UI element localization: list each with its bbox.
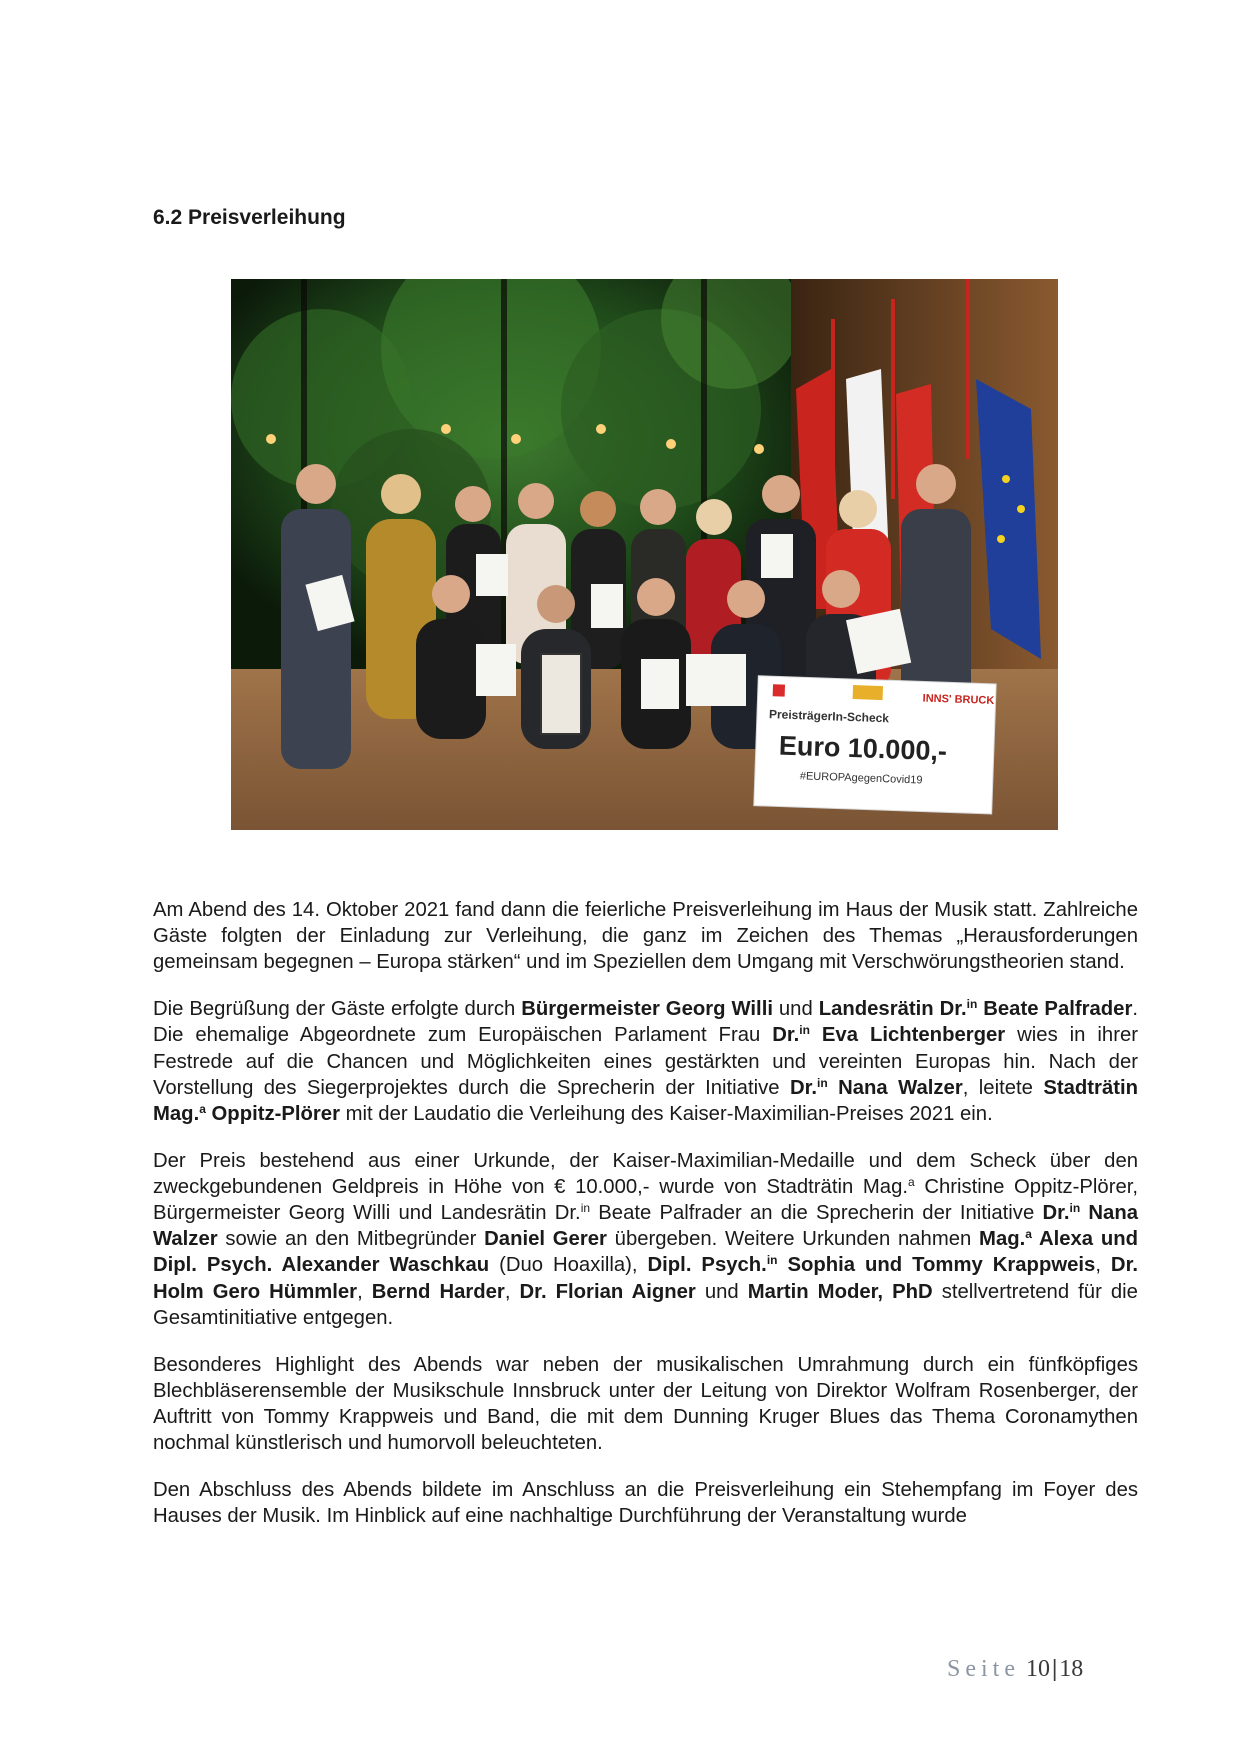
p3-bold: Dr. Holm Gero Hümmler [153, 1254, 1138, 1303]
body-text [153, 897, 1138, 1550]
p2-bold [772, 1024, 1005, 1046]
p3-text: Beate Palfrader an die Sprecherin der Initiative [590, 1202, 1043, 1225]
p3-text: , [357, 1280, 372, 1303]
p2-bold-part: Nana Walzer [827, 1076, 963, 1099]
paragraph-5: Den Abschluss des Abends bildete im Anschluss an die Preisverleihung ein Stehempfang im Foyer des Hauses der Musik. Im Hinblick auf eine nachhaltige Durchführung der Veranstaltung wurde [153, 1478, 1138, 1528]
p2-bold-part: Dr. [789, 1076, 817, 1099]
p2-sup: in [817, 1075, 828, 1090]
p2-bold-part: Landesrätin Dr. [818, 998, 967, 1021]
p3-bold [648, 1254, 1096, 1276]
p3-text: , [504, 1280, 520, 1303]
p3-bold-part: Nana Walzer [153, 1202, 1138, 1251]
page-separator: | [1052, 1656, 1058, 1682]
p3-sup: in [1069, 1201, 1081, 1216]
p3-text: und [695, 1280, 748, 1303]
p3-bold: Dr. Florian Aigner [519, 1280, 696, 1303]
p2-bold: Bürgermeister Georg Willi [521, 998, 773, 1021]
p3-text: Christine Oppitz-Plörer, Bürgermeister Georg Willi und Landesrätin Dr. [153, 1175, 1139, 1225]
p3-bold-part: Dipl. Psych. [647, 1254, 767, 1277]
p3-text: übergeben. Weitere Urkunden nahmen [606, 1228, 980, 1251]
p3-sup: in [580, 1201, 591, 1216]
p3-bold: Bernd Harder [371, 1280, 505, 1303]
p3-bold: Martin Moder, PhD [747, 1280, 933, 1303]
paragraph-1: Am Abend des 14. Oktober 2021 fand dann die feierliche Preisverleihung im Haus der Musik statt. Zahlreiche Gäste folgten der Einladung zur Verleihung, die ganz im Zeichen des Themas „Herausforderungen gemeinsam begegnen – Europa stärken“ und im Speziellen dem Umgang mit Verschwörungstheorien stand. [153, 899, 1138, 974]
p2-text: mit der Laudatio die Verleihung des Kaiser-Maximilian-Preises 2021 ein. [339, 1102, 993, 1125]
p3-sup: a [908, 1174, 915, 1189]
page-number [947, 1656, 1083, 1683]
p2-bold-part: Stadträtin Mag. [153, 1076, 1138, 1125]
cheque-logo: INNS' BRUCK [922, 692, 995, 707]
p3-sup: a [1025, 1227, 1032, 1242]
p2-sup: in [799, 1023, 810, 1038]
p2-bold-part: Beate Palfrader [977, 998, 1133, 1021]
p3-bold-part: Dr. [1042, 1202, 1070, 1225]
p3-bold-part: Sophia und Tommy Krappweis [777, 1254, 1096, 1277]
p2-text: , leitete [962, 1076, 1044, 1099]
award-ceremony-photo [231, 279, 1058, 830]
p2-text: Die Begrüßung der Gäste erfolgte durch [153, 998, 522, 1021]
p3-text: sowie an den Mitbegründer [217, 1228, 485, 1251]
cheque-hashtag: #EUROPAgegenCovid19 [799, 770, 923, 787]
p3-text: Der Preis bestehend aus einer Urkunde, der Kaiser-Maximilian-Medaille und dem Scheck über den zweckgebundenen Geldpreis in Höhe von € 10.000,- wurde von Stadträtin Mag. [153, 1149, 1138, 1198]
p3-text: stellvertretend für die Gesamtinitiative entgegen. [153, 1280, 1138, 1329]
cheque-title: PreisträgerIn-Scheck [768, 707, 890, 726]
p3-bold: Daniel Gerer [484, 1228, 607, 1251]
p2-bold [819, 998, 1133, 1020]
p2-text: und [772, 998, 819, 1021]
p2-sup: a [199, 1101, 206, 1116]
p3-text: (Duo Hoaxilla), [489, 1254, 648, 1277]
p2-sup: in [966, 997, 978, 1012]
p2-bold [790, 1077, 963, 1099]
paragraph-4: Besonderes Highlight des Abends war neben der musikalischen Umrahmung durch ein fünfköpfiges Blechbläserensemble der Musikschule Innsbruck unter der Leitung von Direktor Wolfram Rosenberger, der Auftritt von Tommy Krappweis und Band, die mit dem Dunning Kruger Blues das Thema Coronamythen nochmal künstlerisch und humorvoll beleuchteten. [153, 1353, 1138, 1455]
page-label: Seite [947, 1656, 1020, 1682]
paragraph-3 [153, 1148, 1138, 1331]
cheque-amount: Euro 10.000,- [778, 730, 948, 767]
paragraph-2 [153, 996, 1138, 1127]
p3-text: , [1095, 1254, 1111, 1277]
p2-text: . Die ehemalige Abgeordnete zum Europäischen Parlament Frau [153, 998, 1138, 1047]
section-heading: 6.2 Preisverleihung [153, 206, 346, 229]
page-current: 10 [1026, 1656, 1050, 1682]
p3-sup: in [766, 1253, 778, 1268]
p2-bold-part: Eva Lichtenberger [809, 1024, 1006, 1047]
p3-bold-part: Mag. [979, 1228, 1026, 1251]
p2-text: wies in ihrer Festrede auf die Chancen und Möglichkeiten eines gestärkten und vereinten Europas hin. Nach der Vorstellung des Siegerprojektes durch die Sprecherin der Initiative [153, 1024, 1138, 1099]
p2-bold-part: Oppitz-Plörer [205, 1102, 340, 1125]
page-total: 18 [1059, 1656, 1084, 1682]
p3-bold-part: Alexa und Dipl. Psych. Alexander Waschkau [153, 1228, 1138, 1277]
p2-bold-part: Dr. [772, 1024, 800, 1047]
